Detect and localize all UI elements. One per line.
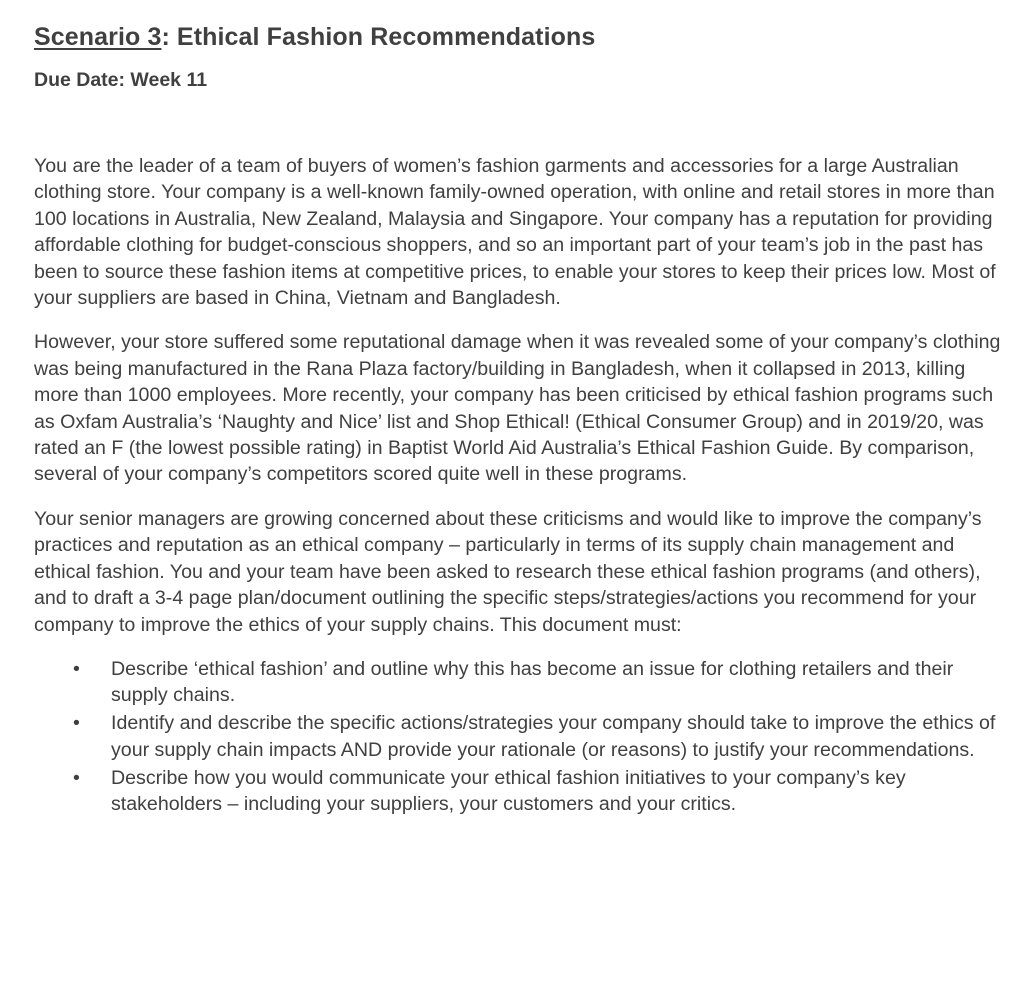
due-date: Due Date: Week 11 — [34, 69, 208, 91]
list-item-text: Describe ‘ethical fashion’ and outline why this has become an issue for clothing retailers and their supply chains. — [111, 657, 954, 707]
scenario-label: Scenario 3 — [34, 23, 162, 51]
paragraph-background: However, your store suffered some reputational damage when it was revealed some of your company’s clothing was being manufactured in the Rana Plaza factory/building in Bangladesh, when it collapsed in 2013, killing more than 1000 employees. More recently, your company has been criticised by ethical fashion programs such as Oxfam Australia’s ‘Naughty and Nice’ list and Shop Ethical! (Ethical Consumer Group) and in 2019/20, was rated an F (the lowest possible rating) in Baptist World Aid Australia’s Ethical Fashion Guide. By comparison, several of your company’s competitors scored quite well in these programs. — [34, 331, 1001, 486]
list-item-text: Identify and describe the specific actions/strategies your company should take to improve the ethics of your supply chain impacts AND provide your rationale (or reasons) to justify your recommendations. — [111, 712, 996, 761]
title-text: : Ethical Fashion Recommendations — [161, 23, 596, 51]
list-item — [34, 765, 1006, 818]
bullet-icon: • — [73, 657, 80, 680]
list-item — [34, 656, 1006, 709]
bullet-icon: • — [73, 766, 80, 789]
bullet-icon: • — [73, 712, 80, 735]
page-title — [34, 20, 1006, 54]
paragraph-intro: You are the leader of a team of buyers of women’s fashion garments and accessories for a large Australian clothing store. Your company is a well-known family-owned operation, with online and retail stores in more than 100 locations in Australia, New Zealand, Malaysia and Singapore. Your company has a reputation for providing affordable clothing for budget-conscious shoppers, and so an important part of your team’s job in the past has been to source these fashion items at competitive prices, to enable your stores to keep their prices low. Most of your suppliers are based in China, Vietnam and Bangladesh. — [34, 155, 996, 310]
list-item — [34, 710, 1006, 763]
requirements-list — [34, 656, 1006, 817]
paragraph-task: Your senior managers are growing concerned about these criticisms and would like to improve the company’s practices and reputation as an ethical company – particularly in terms of its supply chain management and ethical fashion. You and your team have been asked to research these ethical fashion programs (and others), and to draft a 3-4 page plan/document outlining the specific steps/strategies/actions you recommend for your company to improve the ethics of your supply chains. This document must: — [34, 507, 982, 636]
list-item-text: Describe how you would communicate your ethical fashion initiatives to your company’s key stakeholders – including your suppliers, your customers and your critics. — [111, 766, 906, 815]
